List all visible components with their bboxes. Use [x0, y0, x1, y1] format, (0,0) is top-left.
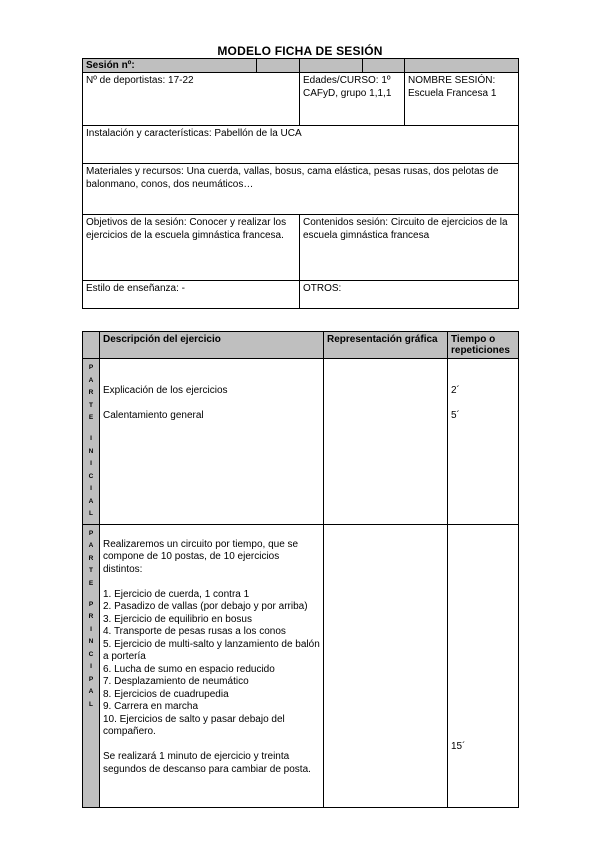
- header-description: Descripción del ejercicio: [100, 332, 324, 359]
- main-representation: [324, 524, 448, 807]
- athletes-count: Nº de deportistas: 17-22: [83, 73, 300, 126]
- initial-description: [100, 359, 324, 525]
- list-item: 10. Ejercicios de salto y pasar debajo del compañero.: [103, 713, 285, 737]
- list-item: 9. Carrera en marcha: [103, 701, 199, 712]
- page-title: MODELO FICHA DE SESIÓN: [217, 44, 383, 58]
- contents: Contenidos sesión: Circuito de ejercicios de la escuela gimnástica francesa: [300, 215, 519, 281]
- header-time: Tiempo o repeticiones: [448, 332, 519, 359]
- main-time: 15´: [448, 524, 519, 807]
- main-description: [100, 524, 324, 807]
- session-number-cell-4: [405, 59, 519, 73]
- list-item: 7. Desplazamiento de neumático: [103, 676, 249, 687]
- session-number-cell-1: [257, 59, 300, 73]
- teaching-style: Estilo de enseñanza: -: [83, 281, 300, 309]
- others: OTROS:: [300, 281, 519, 309]
- list-item: Explicación de los ejercicios: [103, 385, 228, 396]
- header-representation: Representación gráfica: [324, 332, 448, 359]
- session-number-label: Sesión nº:: [83, 59, 257, 73]
- list-item: Calentamiento general: [103, 410, 204, 421]
- list-item: 3. Ejercicio de equilibrio en bosus: [103, 613, 252, 625]
- side-label-main: P A R T E P R I N C I P A L: [83, 524, 100, 807]
- session-number-cell-2: [300, 59, 363, 73]
- session-number-cell-3: [363, 59, 405, 73]
- list-item: 4. Transporte de pesas rusas a los conos: [103, 626, 286, 637]
- initial-representation: [324, 359, 448, 525]
- session-name: NOMBRE SESIÓN: Escuela Francesa 1: [405, 73, 519, 126]
- objectives: Objetivos de la sesión: Conocer y realizar los ejercicios de la escuela gimnástica francesa.: [83, 215, 300, 281]
- list-item: 8. Ejercicios de cuadrupedia: [103, 688, 229, 700]
- list-item: 6. Lucha de sumo en espacio reducido: [103, 663, 275, 675]
- session-form: [82, 58, 519, 309]
- circuit-intro: Realizaremos un circuito por tiempo, que se compone de 10 postas, de 10 ejercicios distintos:: [103, 538, 299, 575]
- side-label-initial: P A R T E I N I C I A L: [83, 359, 100, 525]
- installation: Instalación y características: Pabellón de la UCA: [83, 126, 519, 164]
- circuit-outro: Se realizará 1 minuto de ejercicio y treinta segundos de descanso para cambiar de posta.: [103, 751, 311, 775]
- list-item: 2. Pasadizo de vallas (por debajo y por arriba): [103, 601, 308, 612]
- exercise-table: [82, 331, 519, 808]
- list-item: 5. Ejercicio de multi-salto y lanzamiento de balón a portería: [103, 638, 320, 662]
- ages-course: Edades/CURSO: 1º CAFyD, grupo 1,1,1: [300, 73, 405, 126]
- materials: Materiales y recursos: Una cuerda, vallas, bosus, cama elástica, pesas rusas, dos pelotas de balonmano, conos, dos neumáticos…: [83, 164, 519, 215]
- list-item: 1. Ejercicio de cuerda, 1 contra 1: [103, 588, 250, 600]
- initial-time: 2´ 5´: [448, 359, 519, 525]
- header-blank: [83, 332, 100, 359]
